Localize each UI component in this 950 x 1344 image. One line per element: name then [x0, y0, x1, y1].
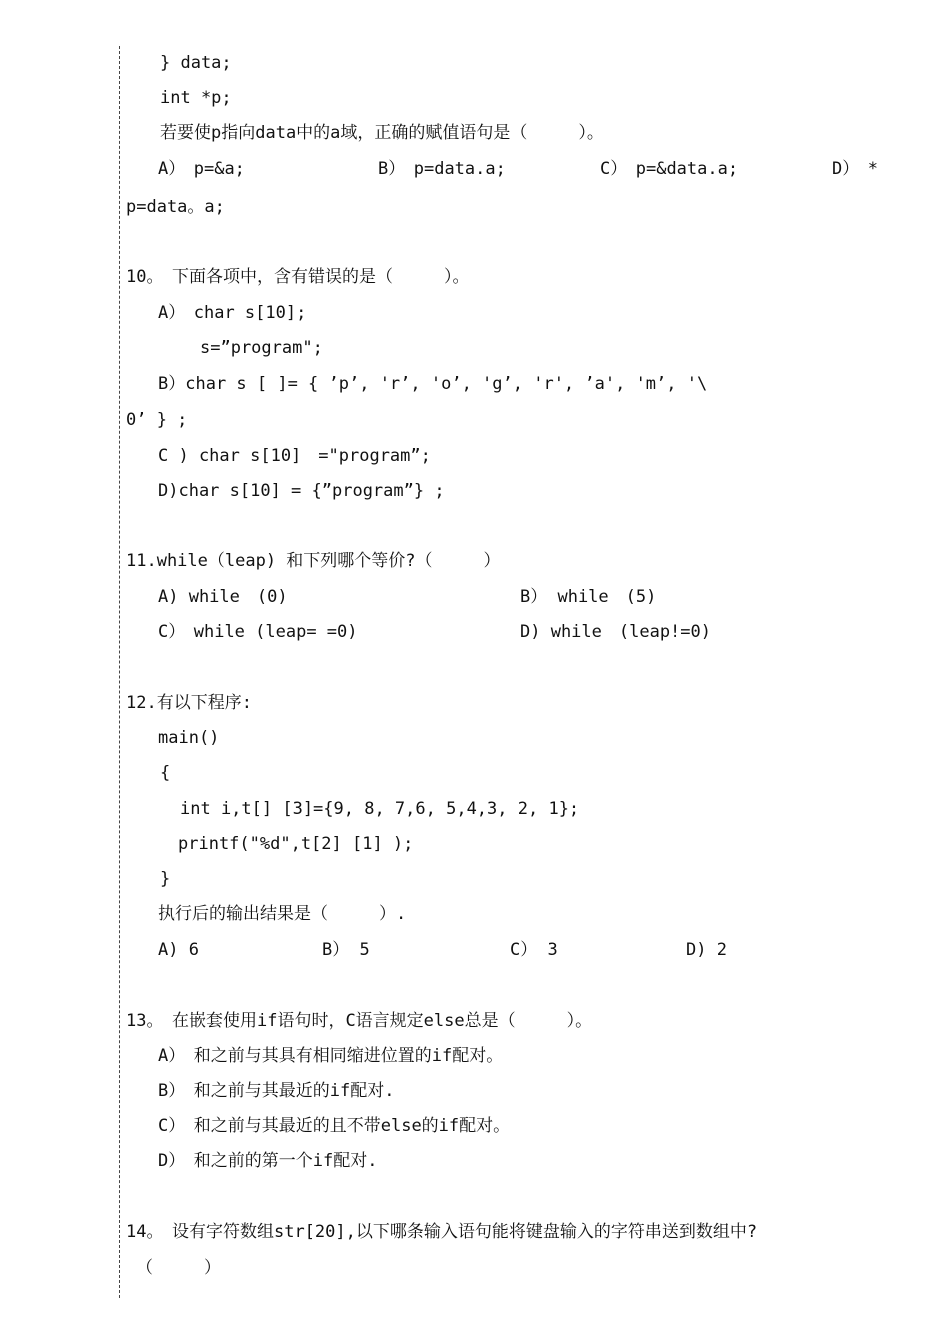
q10-option-b-line2: 0’ } ; [126, 410, 188, 430]
question-10-stem: 10。 下面各项中，含有错误的是（ ）。 [126, 267, 470, 287]
q9-option-d-continued: p=data。a; [126, 197, 225, 217]
question-12-stem: 12.有以下程序: [126, 693, 252, 713]
q11-option-c: C） while (leap= =0) [158, 622, 358, 642]
q9-option-a: A） p=&a; [158, 159, 245, 179]
q9-option-d: D） * [832, 159, 878, 179]
code-line-struct-close: } data; [160, 53, 232, 73]
question-14-stem: 14。 设有字符数组str[20],以下哪条输入语句能将键盘输入的字符串送到数组中? [126, 1222, 758, 1242]
q12-code-printf: printf("%d",t[2] [1] ); [178, 834, 414, 854]
q12-code-array-decl: int i,t[] [3]={9, 8, 7,6, 5,4,3, 2, 1}; [180, 799, 580, 819]
question-11-stem: 11.while（leap) 和下列哪个等价?（ ） [126, 551, 501, 571]
q12-option-b: B） 5 [322, 940, 370, 960]
q12-option-c: C） 3 [510, 940, 558, 960]
q12-code-close-brace: } [160, 869, 171, 889]
q12-option-a: A) 6 [158, 940, 199, 960]
q12-question: 执行后的输出结果是（ ）. [158, 904, 407, 924]
q10-option-a-line2: s=”program"; [200, 338, 323, 358]
q12-option-d: D) 2 [686, 940, 727, 960]
margin-dashed-rule [119, 46, 120, 1298]
q12-code-main: main() [158, 728, 220, 748]
q9-option-b: B） p=data.a; [378, 159, 506, 179]
q10-option-c: C ) char s[10] ="program”; [158, 446, 431, 466]
q9-option-c: C） p=&data.a; [600, 159, 739, 179]
q11-option-d: D) while (leap!=0) [520, 622, 711, 642]
q10-option-d: D)char s[10] = {”program”} ; [158, 481, 445, 501]
q11-option-b: B） while (5) [520, 587, 657, 607]
q12-code-open-brace: { [160, 763, 171, 783]
q10-option-b-line1: B）char s [ ]= { ’p’, 'r’, 'o’, 'g’, 'r', ’a', 'm’, '\ [158, 374, 708, 394]
q13-option-b: B） 和之前与其最近的if配对. [158, 1081, 395, 1101]
question-9-stem: 若要使p指向data中的a域，正确的赋值语句是（ ）。 [160, 123, 604, 143]
code-line-pointer-decl: int *p; [160, 88, 232, 108]
question-13-stem: 13。 在嵌套使用if语句时，C语言规定else总是（ ）。 [126, 1011, 593, 1031]
q11-option-a: A) while (0) [158, 587, 288, 607]
q13-option-d: D） 和之前的第一个if配对. [158, 1151, 378, 1171]
q13-option-c: C） 和之前与其最近的且不带else的if配对。 [158, 1116, 511, 1136]
q13-option-a: A） 和之前与其具有相同缩进位置的if配对。 [158, 1046, 504, 1066]
q14-stem-continued: （ ） [136, 1258, 221, 1278]
q10-option-a-line1: A） char s[10]; [158, 303, 307, 323]
